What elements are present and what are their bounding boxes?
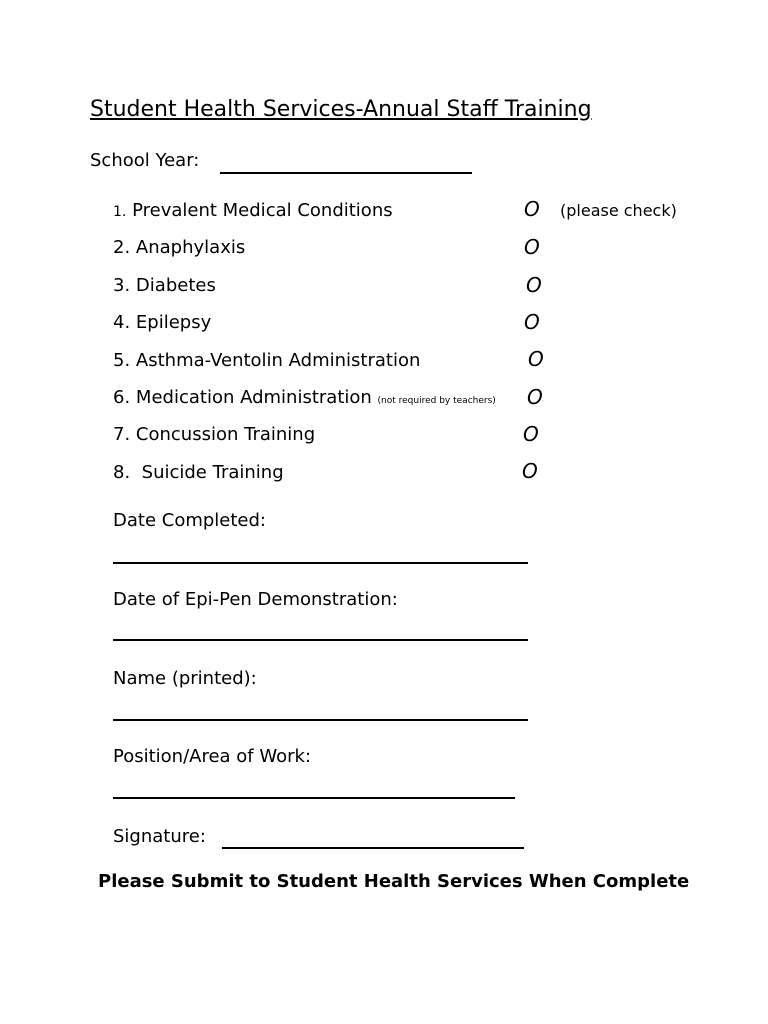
please-check-note: (please check) [560,201,677,220]
item-label: Suicide Training [135,462,284,483]
checkbox-asthma-ventolin[interactable]: O [528,347,544,371]
item-label: Diabetes [135,275,216,296]
item-number: 7. [113,424,131,445]
school-year-label: School Year: [90,150,200,171]
list-item [113,312,211,333]
list-item [113,387,496,408]
checkbox-suicide-training[interactable]: O [522,459,538,483]
epipen-date-field[interactable] [113,639,528,641]
item-label: Anaphylaxis [135,237,246,258]
list-item [113,350,420,371]
item-number: 5. [113,350,131,371]
item-number: 4. [113,312,131,333]
item-number: 3. [113,275,131,296]
name-printed-field[interactable] [113,719,528,721]
list-item [113,462,284,483]
item-label: Prevalent Medical Conditions [132,200,393,221]
form-title: Student Health Services-Annual Staff Training [90,97,592,122]
name-printed-label: Name (printed): [113,668,257,689]
signature-label: Signature: [113,826,206,847]
item-label: Asthma-Ventolin Administration [135,350,421,371]
list-item [113,424,315,445]
item-note: (not required by teachers) [377,396,496,406]
checkbox-anaphylaxis[interactable]: O [524,235,540,259]
item-label: Epilepsy [135,312,212,333]
item-number: 1. [113,204,127,220]
date-completed-field[interactable] [113,562,528,564]
checkbox-prevalent-medical-conditions[interactable]: O [524,197,540,221]
item-label: Concussion Training [135,424,316,445]
position-field[interactable] [113,797,515,799]
checkbox-diabetes[interactable]: O [526,273,542,297]
checkbox-concussion-training[interactable]: O [523,422,539,446]
date-completed-label: Date Completed: [113,510,266,531]
list-item [113,237,245,258]
item-number: 6. [113,387,131,408]
submit-instruction: Please Submit to Student Health Services When Complete [98,871,690,892]
item-number: 2. [113,237,131,258]
school-year-field[interactable] [220,172,472,174]
checkbox-medication-administration[interactable]: O [527,385,543,409]
item-label: Medication Administration [135,387,372,408]
list-item [113,200,393,221]
item-number: 8. [113,462,131,483]
list-item [113,275,216,296]
signature-field[interactable] [222,847,524,849]
epipen-date-label: Date of Epi-Pen Demonstration: [113,589,398,610]
checkbox-epilepsy[interactable]: O [524,310,540,334]
position-label: Position/Area of Work: [113,746,312,767]
